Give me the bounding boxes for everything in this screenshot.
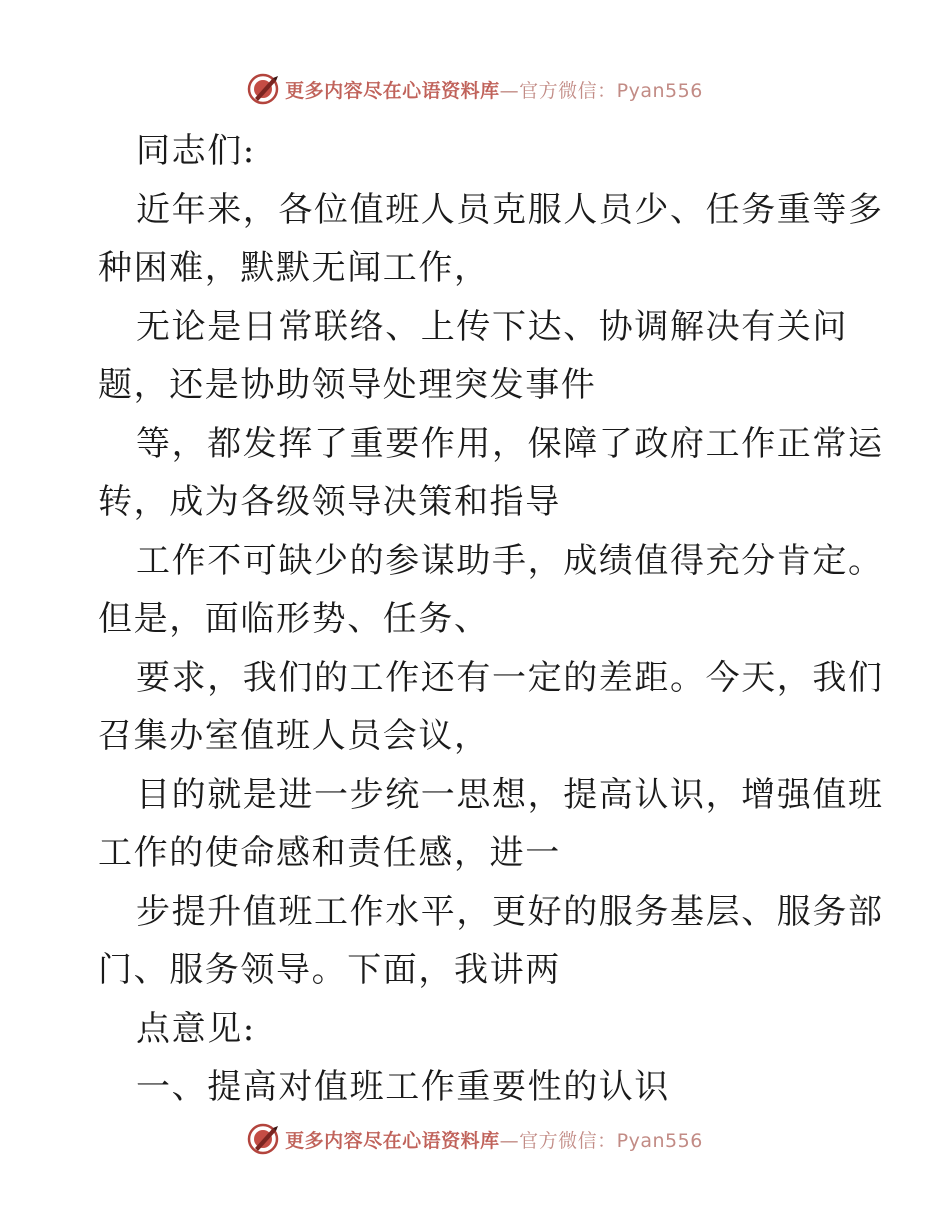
text-line: 点意见: (136, 1008, 256, 1049)
section-heading: 一、提高对值班工作重要性的认识 (136, 1067, 670, 1107)
text-line: 近年来，各位值班人员克服人员少、任务重等多 (136, 189, 884, 230)
banner-text (285, 76, 703, 103)
text-line: 工作的使命感和责任感，进一 (98, 833, 561, 873)
text-line: 门、服务领导。下面，我讲两 (98, 950, 561, 990)
banner-text (285, 1126, 703, 1153)
banner-site-text: 更多内容尽在心语资料库 (285, 1129, 500, 1152)
footer-banner (0, 1122, 950, 1156)
banner-separator: — (499, 1129, 520, 1152)
pen-logo-icon (247, 72, 281, 106)
text-line: 转，成为各级领导决策和指导 (98, 482, 561, 522)
header-banner (0, 72, 950, 106)
text-line: 同志们: (136, 131, 256, 171)
document-body (98, 122, 884, 1117)
body-text (98, 122, 884, 1117)
pen-logo-icon (247, 1122, 281, 1156)
text-line: 等，都发挥了重要作用，保障了政府工作正常运 (136, 423, 884, 464)
text-line: 但是，面临形势、任务、 (98, 599, 490, 639)
text-line: 工作不可缺少的参谋助手，成绩值得充分肯定。 (136, 540, 884, 581)
text-line: 题，还是协助领导处理突发事件 (98, 365, 597, 405)
text-line: 种困难，默默无闻工作， (98, 248, 490, 288)
banner-separator: — (499, 79, 520, 102)
text-line: 召集办室值班人员会议， (98, 716, 490, 756)
banner-official-text: 官方微信：Pyan556 (519, 1129, 703, 1152)
banner-official-text: 官方微信：Pyan556 (519, 79, 703, 102)
text-line: 要求，我们的工作还有一定的差距。今天，我们 (136, 657, 884, 698)
banner-site-text: 更多内容尽在心语资料库 (285, 79, 500, 102)
text-line: 目的就是进一步统一思想，提高认识，增强值班 (136, 774, 884, 815)
text-line: 无论是日常联络、上传下达、协调解决有关问 (136, 306, 848, 347)
text-line: 步提升值班工作水平，更好的服务基层、服务部 (136, 891, 884, 932)
